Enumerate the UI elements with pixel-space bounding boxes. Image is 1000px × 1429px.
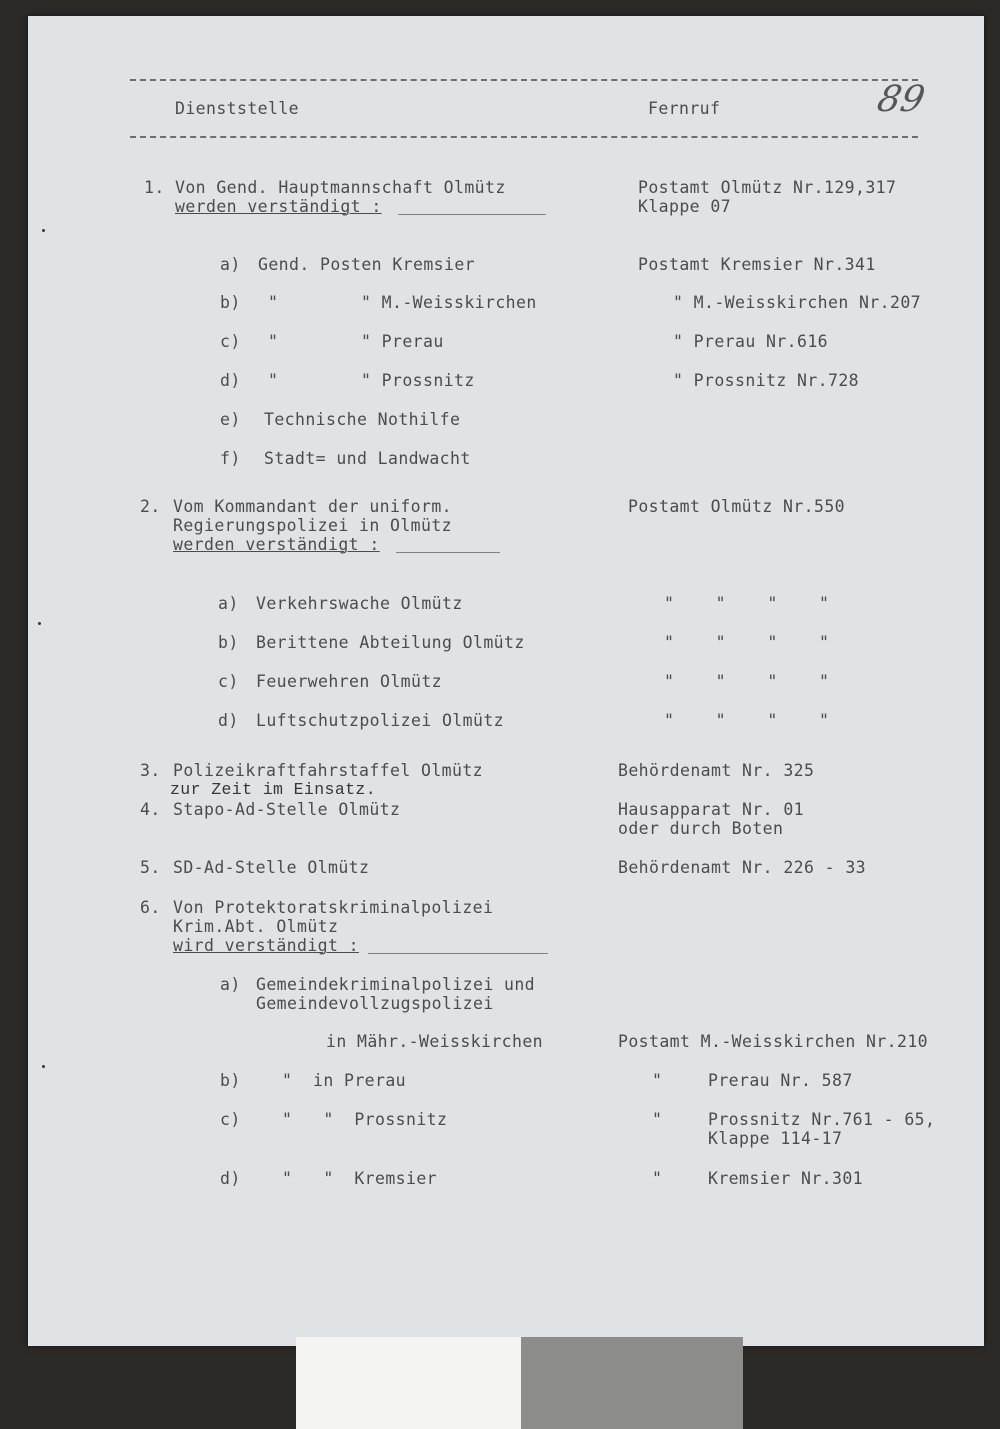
s6-underline	[368, 953, 548, 954]
s2-number: 2.	[140, 497, 161, 516]
s6-line2: Krim.Abt. Olmütz	[173, 917, 339, 936]
s1-line1: Von Gend. Hauptmannschaft Olmütz	[175, 178, 506, 197]
s1-item-c-letter: c)	[220, 332, 241, 351]
s2-item-c-name: Feuerwehren Olmütz	[256, 672, 443, 691]
s6-c-letter: c)	[220, 1110, 241, 1129]
s6-c-phone1: Prossnitz Nr.761 - 65,	[708, 1110, 936, 1129]
s2-line2: Regierungspolizei in Olmütz	[173, 516, 453, 535]
s2-item-d-name: Luftschutzpolizei Olmütz	[256, 711, 505, 730]
s6-c-name: " " Prossnitz	[282, 1110, 448, 1129]
s1-item-f-name: Stadt= und Landwacht	[264, 449, 471, 468]
s2-line3: werden verständigt :	[173, 535, 380, 554]
s2-item-b-phone: " " " "	[664, 633, 830, 652]
margin-speck	[42, 229, 45, 232]
s6-a-line2: Gemeindevollzugspolizei	[256, 994, 494, 1013]
s6-number: 6.	[140, 898, 161, 917]
s2-line1: Vom Kommandant der uniform.	[173, 497, 453, 516]
s6-d-name: " " Kremsier	[282, 1169, 438, 1188]
s6-c-phone2: Klappe 114-17	[708, 1129, 843, 1148]
s1-item-a-phone: Postamt Kremsier Nr.341	[638, 255, 876, 274]
header-rule-bottom	[130, 136, 918, 138]
s6-b-phone: Prerau Nr. 587	[708, 1071, 853, 1090]
s1-item-f-letter: f)	[220, 449, 241, 468]
s3-number: 3.	[140, 761, 161, 780]
s1-phone1: Postamt Olmütz Nr.129,317	[638, 178, 897, 197]
s2-underline	[396, 552, 500, 553]
s1-phone2: Klappe 07	[638, 197, 732, 216]
s4-phone2: oder durch Boten	[618, 819, 784, 838]
s1-item-b-name: " " M.-Weisskirchen	[268, 293, 537, 312]
s6-b-letter: b)	[220, 1071, 241, 1090]
handwritten-page-number: 89	[873, 79, 929, 120]
s6-d-letter: d)	[220, 1169, 241, 1188]
header-rule-top	[130, 79, 918, 81]
scan-calibration-gray	[521, 1337, 743, 1429]
s3-phone: Behördenamt Nr. 325	[618, 761, 815, 780]
s6-a-letter: a)	[220, 975, 241, 994]
s3-stamp: zur Zeit im Einsatz.	[170, 780, 377, 799]
s2-item-a-letter: a)	[218, 594, 239, 613]
document-page	[28, 16, 984, 1346]
s6-b-phone-ditto: "	[652, 1071, 663, 1090]
s2-item-c-phone: " " " "	[664, 672, 830, 691]
s6-d-phone: Kremsier Nr.301	[708, 1169, 864, 1188]
s1-item-a-name: Gend. Posten Kremsier	[258, 255, 476, 274]
s2-item-d-phone: " " " "	[664, 711, 830, 730]
scan-calibration-white	[296, 1337, 521, 1429]
s5-number: 5.	[140, 858, 161, 877]
s4-name: Stapo-Ad-Stelle Olmütz	[173, 800, 401, 819]
s1-item-c-name: " " Prerau	[268, 332, 444, 351]
s2-item-b-letter: b)	[218, 633, 239, 652]
header-fernruf: Fernruf	[648, 99, 721, 118]
margin-speck	[38, 622, 41, 625]
margin-speck	[42, 1065, 45, 1068]
s2-item-a-name: Verkehrswache Olmütz	[256, 594, 463, 613]
s6-a-line3: in Mähr.-Weisskirchen	[326, 1032, 544, 1051]
s6-line1: Von Protektoratskriminalpolizei	[173, 898, 494, 917]
s1-item-c-phone: " Prerau Nr.616	[673, 332, 829, 351]
s1-item-e-name: Technische Nothilfe	[264, 410, 461, 429]
s1-item-a-letter: a)	[220, 255, 241, 274]
s6-b-name: " in Prerau	[282, 1071, 407, 1090]
s1-item-b-phone: " M.-Weisskirchen Nr.207	[673, 293, 922, 312]
s1-item-d-letter: d)	[220, 371, 241, 390]
s6-a-line1: Gemeindekriminalpolizei und	[256, 975, 536, 994]
s6-d-phone-ditto: "	[652, 1169, 663, 1188]
s1-number: 1.	[144, 178, 165, 197]
s5-phone: Behördenamt Nr. 226 - 33	[618, 858, 867, 877]
s5-name: SD-Ad-Stelle Olmütz	[173, 858, 370, 877]
s2-item-a-phone: " " " "	[664, 594, 830, 613]
s4-number: 4.	[140, 800, 161, 819]
s6-line3: wird verständigt :	[173, 936, 360, 955]
s1-item-d-phone: " Prossnitz Nr.728	[673, 371, 860, 390]
s2-phone: Postamt Olmütz Nr.550	[628, 497, 846, 516]
s4-phone1: Hausapparat Nr. 01	[618, 800, 805, 819]
s1-item-d-name: " " Prossnitz	[268, 371, 475, 390]
s3-name: Polizeikraftfahrstaffel Olmütz	[173, 761, 484, 780]
s1-underline	[398, 214, 546, 215]
s6-c-phone-ditto: "	[652, 1110, 663, 1129]
s6-a-phone: Postamt M.-Weisskirchen Nr.210	[618, 1032, 929, 1051]
s2-item-c-letter: c)	[218, 672, 239, 691]
s1-line2: werden verständigt :	[175, 197, 382, 216]
s1-item-e-letter: e)	[220, 410, 241, 429]
s2-item-b-name: Berittene Abteilung Olmütz	[256, 633, 525, 652]
s2-item-d-letter: d)	[218, 711, 239, 730]
header-dienststelle: Dienststelle	[175, 99, 300, 118]
s1-item-b-letter: b)	[220, 293, 241, 312]
